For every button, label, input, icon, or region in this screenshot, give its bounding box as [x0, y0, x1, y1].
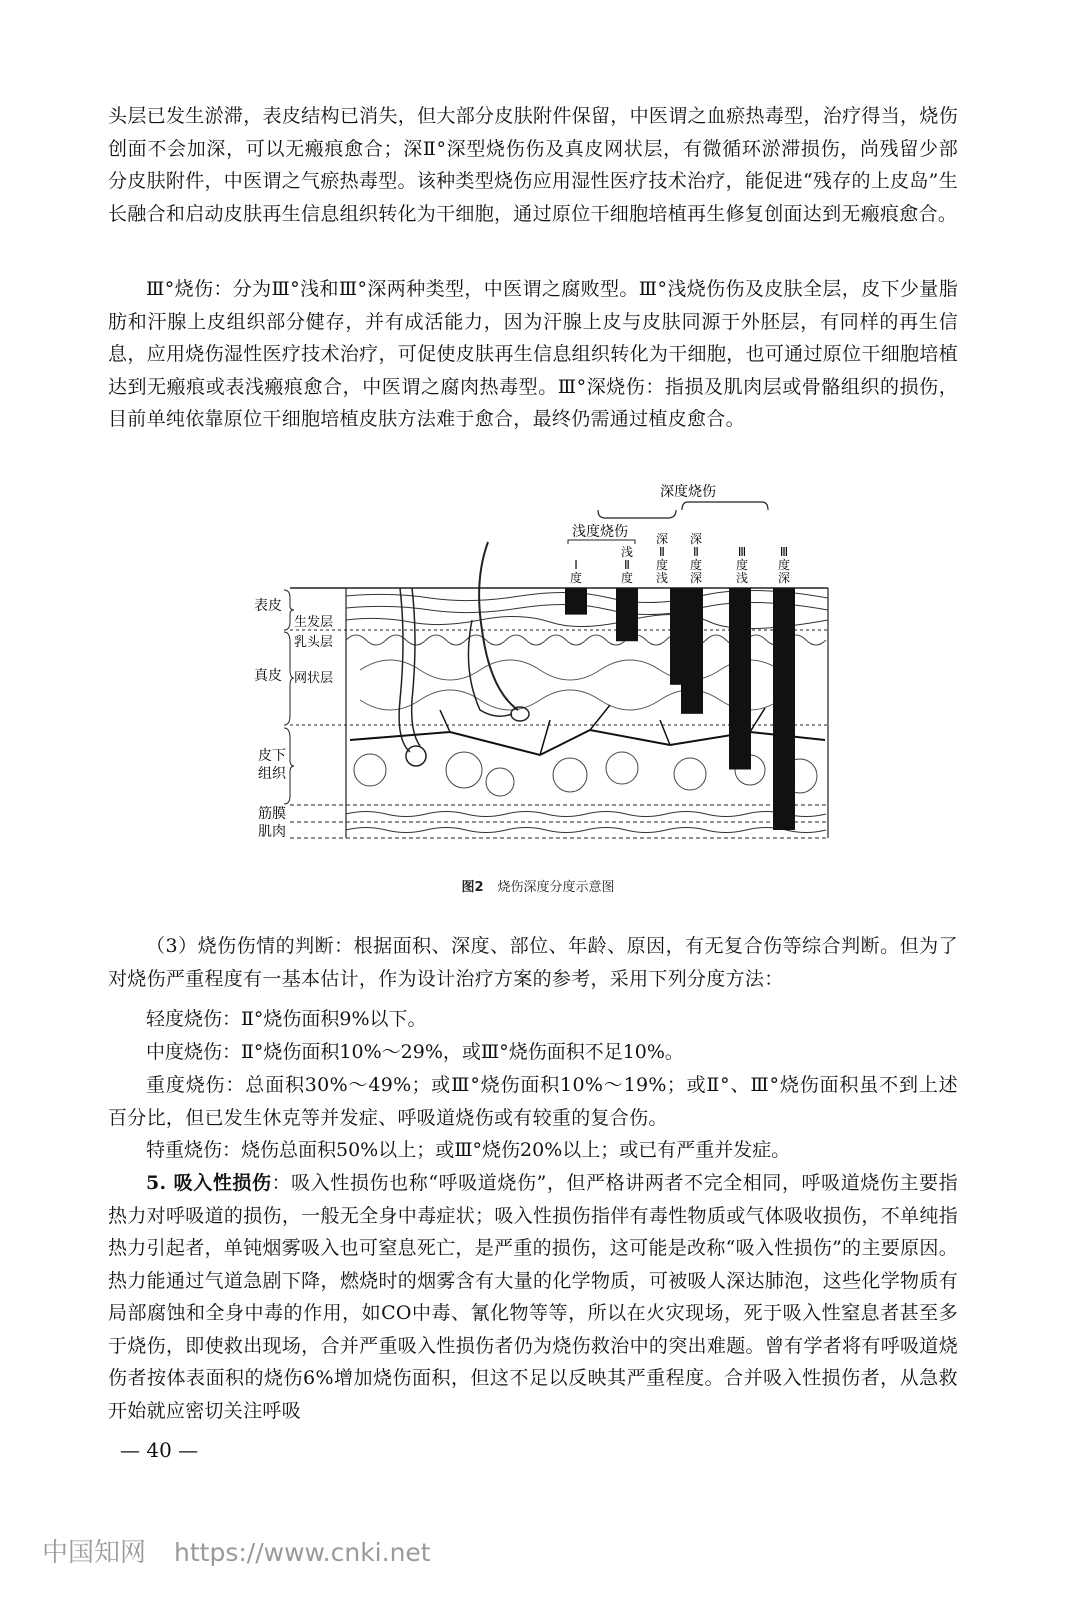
fascia-label: 筋膜 — [258, 806, 286, 822]
shallow-burn-bracket — [568, 540, 635, 544]
severity-extreme: 特重烧伤：烧伤总面积50%以上；或Ⅲ°烧伤20%以上；或已有严重并发症。 — [146, 1139, 791, 1161]
paragraph-third-degree: Ⅲ°烧伤：分为Ⅲ°浅和Ⅲ°深两种类型，中医谓之腐败型。Ⅲ°浅烧伤伤及皮肤全层，皮下少量脂肪和汗腺上皮组织部分健存，并有成活能力，因为汗腺上皮与皮肤同源于外胚层，有同样的再生信息，应用烧伤湿性医疗技术治疗，可促使皮肤再生信息组织转化为干细胞，也可通过原位干细胞培植达到无瘢痕或表浅瘢痕愈合，中医谓之腐肉热毒型。Ⅲ°深烧伤：指损及肌肉层或骨骼组织的损伤，目前单纯依靠原位干细胞培植皮肤方法难于愈合，最终仍需通过植皮愈合。 — [108, 278, 958, 430]
depth-bar — [773, 588, 795, 830]
figure-caption — [0, 876, 1076, 895]
column-label: Ⅲ 度浅 — [735, 545, 749, 585]
severity-severe: 重度烧伤：总面积30%～49%；或Ⅲ°烧伤面积10%～19%；或Ⅱ°、Ⅲ°烧伤面积虽不到上述百分比，但已发生休克等并发症、呼吸道烧伤或有较重的复合伤。 — [108, 1074, 958, 1129]
burn-depth-diagram — [250, 470, 850, 855]
page-number: — 40 — — [120, 1438, 199, 1462]
dermis-label: 真皮 — [254, 668, 282, 684]
footer-watermark — [42, 1532, 431, 1569]
cnki-url: https://www.cnki.net — [174, 1538, 431, 1567]
inhalation-injury-body: ：吸入性损伤也称“呼吸道烧伤”，但严格讲两者不完全相同，呼吸道烧伤主要指热力对呼吸道的损伤，一般无全身中毒症状；吸入性损伤指伴有毒性物质或气体吸收损伤，不单纯指热力引起者，单钝烟雾吸入也可窒息死亡，是严重的损伤，这可能是改称“吸入性损伤”的主要原因。热力能通过气道急剧下降，燃烧时的烟雾含有大量的化学物质，可被吸人深达肺泡，这些化学物质有局部腐蚀和全身中毒的作用，如CO中毒、氰化物等等，所以在火灾现场，死于吸入性窒息者甚至多于烧伤，即使救出现场，合并严重吸入性损伤者仍为烧伤救治中的突出难题。曾有学者将有呼吸道烧伤者按体表面积的烧伤6%增加烧伤面积，但这不足以反映其严重程度。合并吸入性损伤者，从急救开始就应密切关注呼吸 — [108, 1172, 958, 1422]
paragraph-severity-assessment: （3）烧伤伤情的判断：根据面积、深度、部位、年龄、原因，有无复合伤等综合判断。但为了对烧伤严重程度有一基本估计，作为设计治疗方案的参考，采用下列分度方法： — [108, 935, 958, 990]
depth-bar — [616, 588, 638, 641]
papillary-layer-label: 乳头层 — [294, 635, 334, 650]
germinal-layer-label: 生发层 — [294, 615, 334, 630]
column-label: 深 Ⅱ 度浅 — [655, 532, 669, 585]
shallow-burn-label: 浅度烧伤 — [572, 524, 628, 540]
severity-light: 轻度烧伤：Ⅱ°烧伤面积9%以下。 — [146, 1008, 427, 1030]
deep-burn-bracket — [682, 502, 768, 510]
deep-burn-label: 深度烧伤 — [660, 484, 716, 500]
column-label: Ⅲ 度深 — [777, 545, 791, 585]
cnki-brand: 中国知网 — [42, 1538, 147, 1568]
muscle-label: 肌肉 — [258, 824, 286, 840]
depth-bar — [681, 588, 703, 714]
layer-labels — [254, 590, 333, 840]
depth-bar — [729, 588, 751, 770]
deep-burn-bracket-left — [598, 510, 676, 518]
epidermis-label: 表皮 — [254, 598, 282, 614]
subcutaneous-label-1: 皮下 — [258, 748, 286, 764]
severity-medium: 中度烧伤：Ⅱ°烧伤面积10%～29%，或Ⅲ°烧伤面积不足10%。 — [146, 1041, 684, 1063]
figure-caption-number: 图2 — [461, 880, 484, 895]
column-label: 深 Ⅱ 度深 — [689, 532, 703, 585]
column-label: Ⅰ 度 — [569, 558, 583, 585]
column-label: 浅 Ⅱ 度 — [620, 545, 634, 585]
figure-caption-text: 烧伤深度分度示意图 — [497, 880, 615, 895]
depth-bar — [565, 588, 587, 615]
inhalation-injury-heading: 5. 吸入性损伤 — [146, 1172, 272, 1194]
reticular-layer-label: 网状层 — [294, 671, 334, 686]
subcutaneous-label-2: 组织 — [258, 766, 286, 782]
paragraph-inhalation-injury — [108, 1167, 958, 1427]
paragraph-continued: 头层已发生淤滞，表皮结构已消失，但大部分皮肤附件保留，中医谓之血瘀热毒型，治疗得当，烧伤创面不会加深，可以无瘢痕愈合；深Ⅱ°深型烧伤伤及真皮网状层，有微循环淤滞损伤，尚残留少部分皮肤附件，中医谓之气瘀热毒型。该种类型烧伤应用湿性医疗技术治疗，能促进“残存的上皮岛”生长融合和启动皮肤再生信息组织转化为干细胞，通过原位干细胞培植再生修复创面达到无瘢痕愈合。 — [108, 105, 958, 225]
burn-depth-figure — [250, 470, 850, 855]
